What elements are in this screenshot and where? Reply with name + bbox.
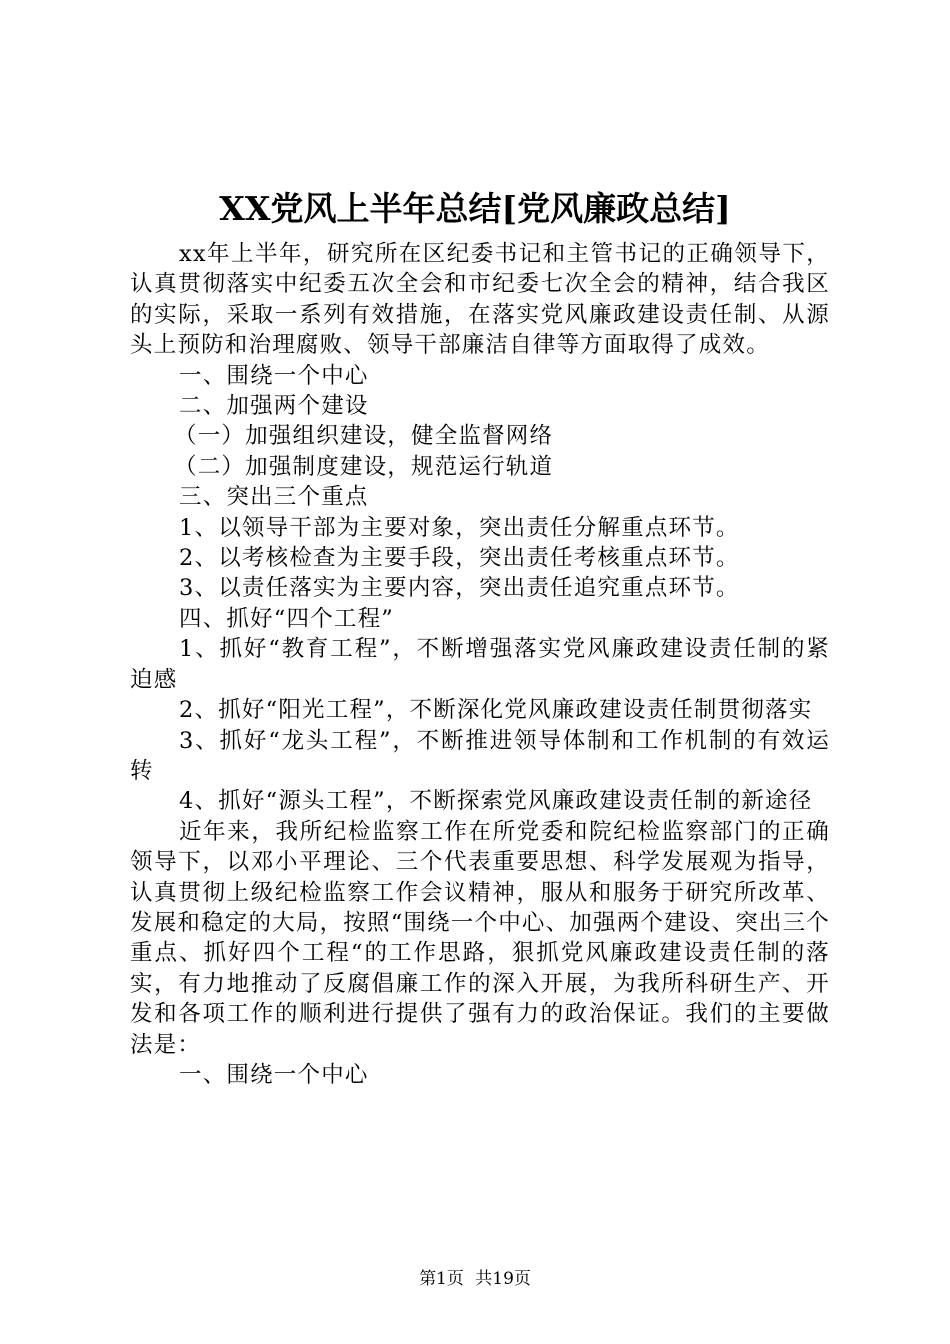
- heading-section-1: 一、围绕一个中心: [179, 362, 369, 389]
- list-item-4-4: 4、抓好“源头工程”，不断探索党风廉政建设责任制的新途径: [179, 788, 813, 815]
- heading-section-2: 二、加强两个建设: [179, 393, 369, 420]
- document-title: XX党风上半年总结[党风廉政总结]: [219, 189, 731, 228]
- paragraph-review: 近年来，我所纪检监察工作在所党委和院纪检监察部门的正确领导下，以邓小平理论、三个代表重要思想、科学发展观为指导，认真贯彻上级纪检监察工作会议精神，服从和服务于研究所改革、发展和稳定的大局，按照“围绕一个中心、加强两个建设、突出三个重点、抓好四个工程“的工作思路，狠抓党风廉政建设责任制的落实，有力地推动了反腐倡廉工作的深入开展，为我所科研生产、开发和各项工作的顺利进行提供了强有力的政治保证。我们的主要做法是：: [130, 818, 831, 1058]
- document-body: [130, 239, 830, 1090]
- list-item-4-2: 2、抓好“阳光工程”，不断深化党风廉政建设责任制贯彻落实: [179, 697, 813, 724]
- list-item-4-3: 3、抓好“龙头工程”，不断推进领导体制和工作机制的有效运转: [130, 727, 830, 784]
- subheading-2-2: （二）加强制度建设，规范运行轨道: [174, 453, 554, 480]
- paragraph-intro: xx年上半年，研究所在区纪委书记和主管书记的正确领导下，认真贯彻落实中纪委五次全会和市纪委七次全会的精神，结合我区的实际，采取一系列有效措施，在落实党风廉政建设责任制、从源头上预防和治理腐败、领导干部廉洁自律等方面取得了成效。: [130, 241, 830, 359]
- page-number: 第1页: [419, 1269, 464, 1289]
- list-item-3-1: 1、以领导干部为主要对象，突出责任分解重点环节。: [179, 514, 740, 541]
- heading-section-1-repeat: 一、围绕一个中心: [179, 1061, 369, 1088]
- list-item-4-1: 1、抓好“教育工程”，不断增强落实党风廉政建设责任制的紧迫感: [130, 636, 830, 693]
- list-item-3-2: 2、以考核检查为主要手段，突出责任考核重点环节。: [179, 545, 740, 572]
- heading-section-3: 三、突出三个重点: [179, 484, 369, 511]
- heading-section-4: 四、抓好“四个工程”: [179, 605, 395, 632]
- page-footer: [0, 1268, 950, 1290]
- page-total: 共19页: [475, 1269, 531, 1289]
- subheading-2-1: （一）加强组织建设，健全监督网络: [174, 423, 554, 450]
- list-item-3-3: 3、以责任落实为主要内容，突出责任追究重点环节。: [179, 575, 740, 602]
